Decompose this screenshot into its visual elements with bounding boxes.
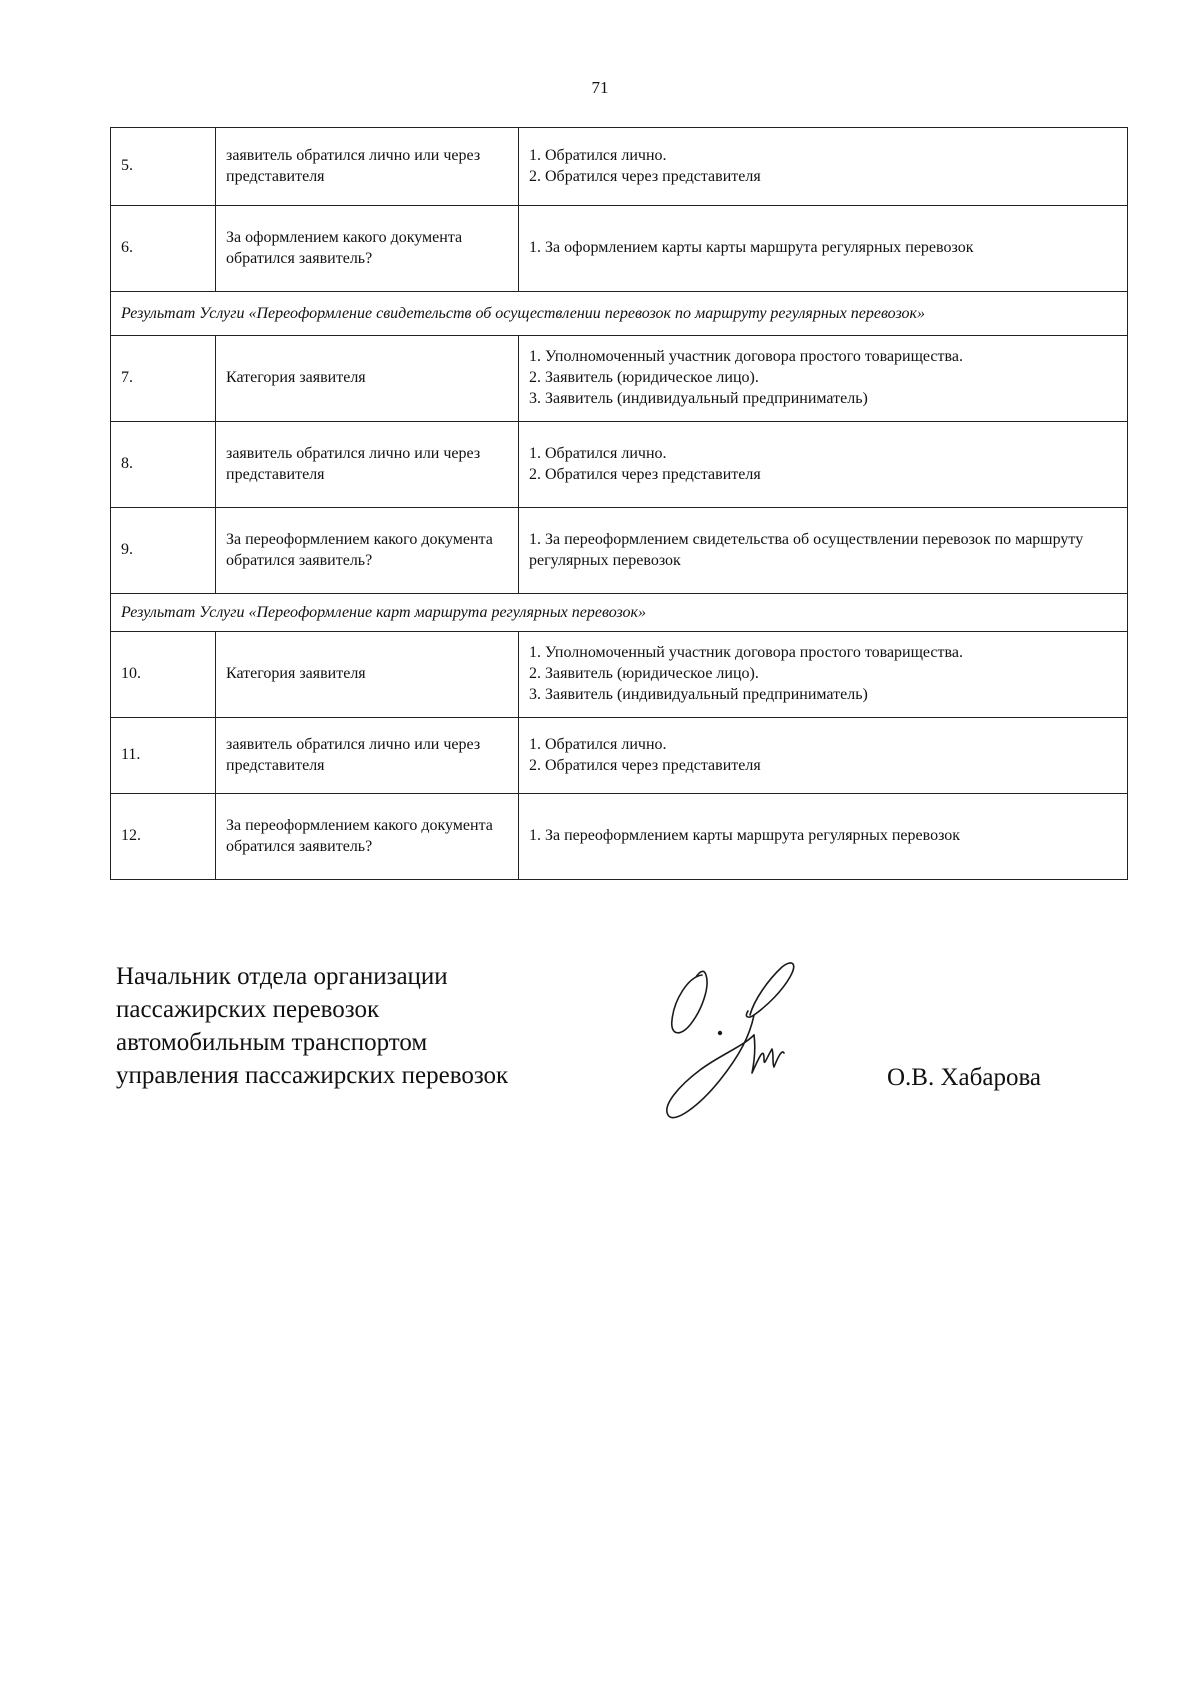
page-number: 71: [591, 78, 609, 97]
question-cell: заявитель обратился лично или через представителя: [216, 718, 519, 794]
answer-cell: [519, 718, 1128, 794]
table-row: [111, 206, 1128, 292]
question-cell: заявитель обратился лично или через представителя: [216, 128, 519, 206]
question-cell: Категория заявителя: [216, 632, 519, 718]
row-number: 11.: [111, 718, 216, 794]
answer-option: 1. Уполномоченный участник договора простого товарищества.: [529, 644, 963, 662]
answer-option: 1. Обратился лично.: [529, 735, 667, 753]
answer-cell: [519, 794, 1128, 880]
answer-option: 2. Обратился через представителя: [529, 756, 761, 774]
section-title: Результат Услуги «Переоформление свидетельств об осуществлении перевозок по маршруту регулярных перевозок»: [111, 292, 1128, 336]
row-number: 10.: [111, 632, 216, 718]
question-cell: Категория заявителя: [216, 336, 519, 422]
answer-option: 1. За оформлением карты карты маршрута регулярных перевозок: [529, 239, 974, 257]
signer-name: О.В. Хабарова: [887, 1064, 1042, 1091]
section-header-row: [111, 292, 1128, 336]
row-number: 12.: [111, 794, 216, 880]
answer-cell: [519, 336, 1128, 422]
answer-option: 3. Заявитель (индивидуальный предприниматель): [529, 389, 868, 407]
row-number: 9.: [111, 508, 216, 594]
table-row: [111, 632, 1128, 718]
signature-title: [116, 960, 508, 1092]
question-cell: За оформлением какого документа обратился заявитель?: [216, 206, 519, 292]
table-row: [111, 718, 1128, 794]
answer-option: 1. Уполномоченный участник договора простого товарищества.: [529, 348, 963, 366]
table-row: [111, 422, 1128, 508]
question-cell: За переоформлением какого документа обратился заявитель?: [216, 794, 519, 880]
row-number: 8.: [111, 422, 216, 508]
question-cell: За переоформлением какого документа обратился заявитель?: [216, 508, 519, 594]
answer-option: 2. Заявитель (юридическое лицо).: [529, 369, 759, 387]
answer-option: 3. Заявитель (индивидуальный предприниматель): [529, 685, 868, 703]
signature-title-line: Начальник отдела организации: [116, 963, 448, 990]
signature-title-line: автомобильным транспортом: [116, 1029, 428, 1056]
data-table: [110, 127, 1128, 880]
table-row: [111, 508, 1128, 594]
handwritten-signature-icon: [650, 955, 850, 1145]
answer-option: 1. За переоформлением карты маршрута регулярных перевозок: [529, 827, 961, 845]
row-number: 7.: [111, 336, 216, 422]
answer-cell: [519, 508, 1128, 594]
answer-option: 1. За переоформлением свидетельства об осуществлении перевозок по маршруту регулярных перевозок: [529, 530, 1084, 569]
section-title: Результат Услуги «Переоформление карт маршрута регулярных перевозок»: [111, 594, 1128, 632]
table-row: [111, 794, 1128, 880]
table-row: [111, 128, 1128, 206]
answer-cell: [519, 422, 1128, 508]
answer-option: 2. Заявитель (юридическое лицо).: [529, 665, 759, 683]
question-cell: заявитель обратился лично или через представителя: [216, 422, 519, 508]
table-row: [111, 336, 1128, 422]
signature-title-line: управления пассажирских перевозок: [116, 1062, 509, 1089]
answer-option: 1. Обратился лично.: [529, 146, 667, 164]
row-number: 5.: [111, 128, 216, 206]
answer-cell: [519, 128, 1128, 206]
answer-option: 1. Обратился лично.: [529, 444, 667, 462]
answer-cell: [519, 632, 1128, 718]
answer-option: 2. Обратился через представителя: [529, 465, 761, 483]
row-number: 6.: [111, 206, 216, 292]
answer-option: 2. Обратился через представителя: [529, 167, 761, 185]
section-header-row: [111, 594, 1128, 632]
signature-title-line: пассажирских перевозок: [116, 996, 380, 1023]
answer-cell: [519, 206, 1128, 292]
